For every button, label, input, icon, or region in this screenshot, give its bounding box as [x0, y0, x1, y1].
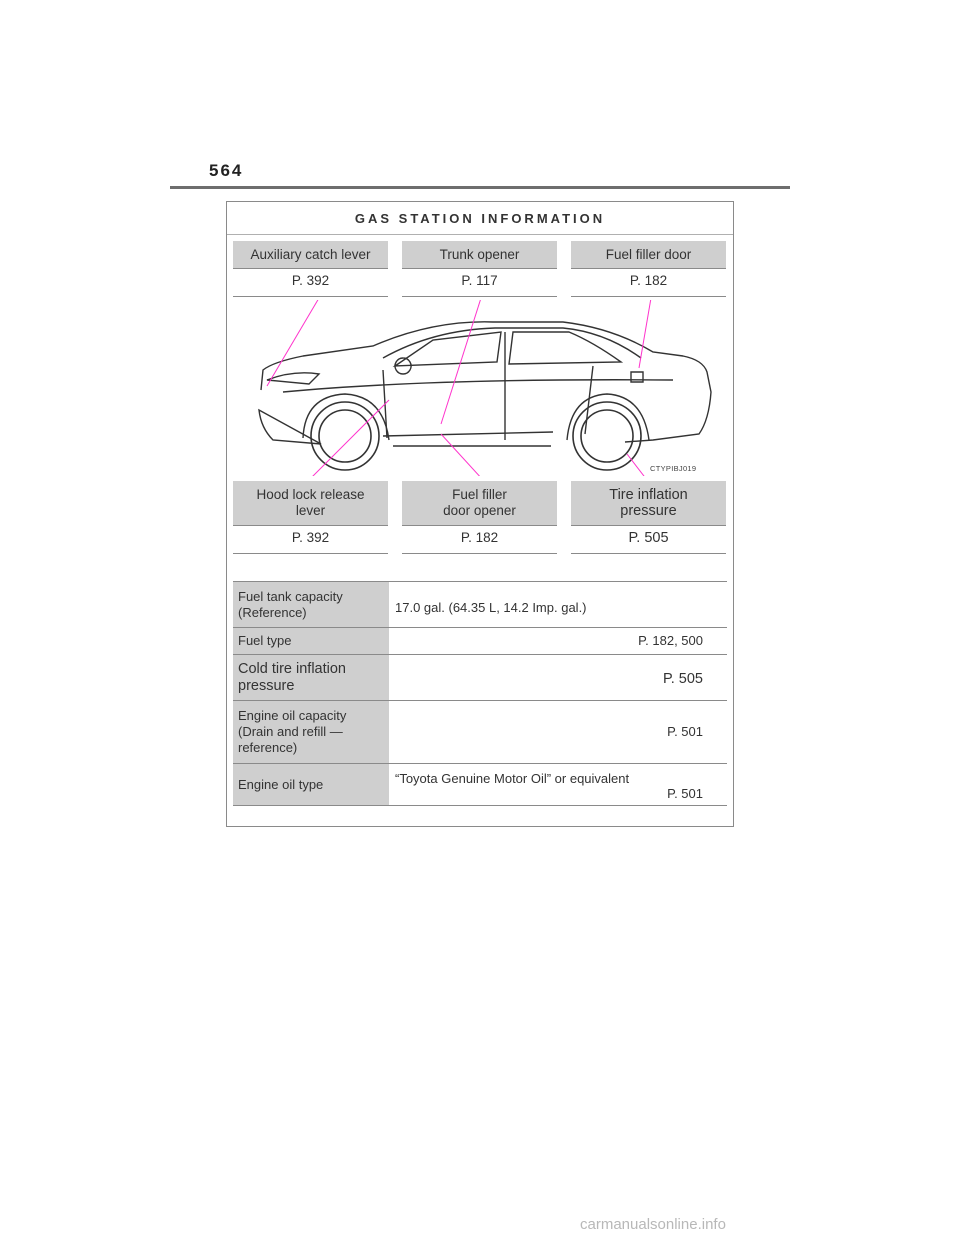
- car-door-lines: [383, 332, 593, 440]
- callout-label-trunk-opener: Trunk opener: [402, 241, 557, 269]
- car-side-crease: [283, 380, 673, 392]
- watermark: carmanualsonline.info: [580, 1216, 726, 1233]
- spec-key: Fuel tank capacity (Reference): [233, 582, 389, 627]
- callout-ref-fuel-filler-door[interactable]: P. 182: [571, 273, 726, 297]
- spec-key: Engine oil capacity (Drain and refill — reference): [233, 701, 389, 763]
- callout-label-tire-inflation-pressure: Tire inflation pressure: [571, 481, 726, 526]
- callout-label-auxiliary-catch-lever: Auxiliary catch lever: [233, 241, 388, 269]
- callout-label-fuel-filler-door-opener: Fuel filler door opener: [402, 481, 557, 526]
- spec-ref[interactable]: P. 501: [667, 786, 703, 801]
- car-headlight: [267, 373, 319, 384]
- car-rocker: [383, 432, 553, 436]
- spec-table: [233, 581, 727, 806]
- spec-key: Cold tire inflation pressure: [233, 655, 389, 700]
- spec-ref[interactable]: P. 501: [667, 724, 703, 739]
- callout-label-hood-lock-release-lever: Hood lock release lever: [233, 481, 388, 526]
- spec-row-cold-tire-inflation-pressure: [233, 655, 727, 701]
- callout-ref-fuel-filler-door-opener[interactable]: P. 182: [402, 530, 557, 554]
- spec-row-fuel-tank-capacity: [233, 582, 727, 628]
- spec-value: 17.0 gal. (64.35 L, 14.2 Imp. gal.): [395, 600, 587, 615]
- car-wheels: [311, 402, 641, 470]
- spec-ref[interactable]: P. 182, 500: [638, 633, 703, 648]
- car-body-outline: [259, 322, 711, 446]
- car-illustration: [233, 300, 727, 476]
- car-front-window: [395, 332, 501, 366]
- spec-key: Fuel type: [233, 628, 389, 654]
- callout-ref-hood-lock-release-lever[interactable]: P. 392: [233, 530, 388, 554]
- callout-ref-trunk-opener[interactable]: P. 117: [402, 273, 557, 297]
- box-title: GAS STATION INFORMATION: [227, 202, 733, 235]
- page-number: 564: [209, 161, 244, 180]
- spec-row-fuel-type: [233, 628, 727, 655]
- callout-ref-tire-inflation-pressure[interactable]: P. 505: [571, 530, 726, 554]
- callout-label-fuel-filler-door: Fuel filler door: [571, 241, 726, 269]
- callout-ref-auxiliary-catch-lever[interactable]: P. 392: [233, 273, 388, 297]
- header-rule: [170, 186, 790, 189]
- illustration-code: CTYPIBJ019: [650, 464, 697, 473]
- spec-row-engine-oil-capacity: [233, 701, 727, 764]
- spec-row-engine-oil-type: [233, 764, 727, 806]
- car-rear-window: [509, 332, 621, 364]
- spec-value: “Toyota Genuine Motor Oil” or equivalent: [395, 771, 630, 786]
- spec-ref[interactable]: P. 505: [662, 671, 703, 687]
- spec-key: Engine oil type: [233, 764, 389, 805]
